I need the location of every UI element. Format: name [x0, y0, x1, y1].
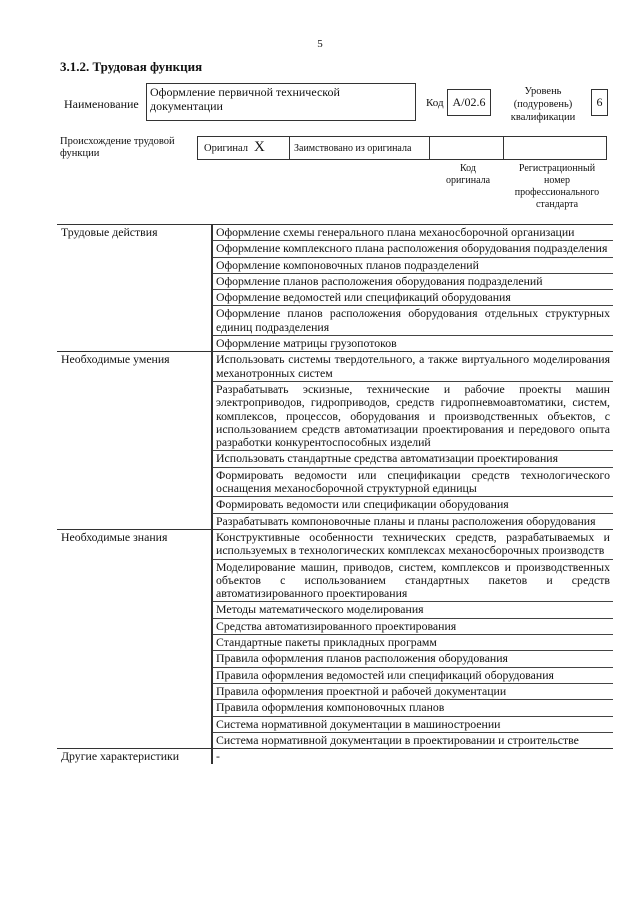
list-item: Оформление планов расположения оборудования отдельных структурных единиц подразделения	[212, 305, 613, 335]
list-item: Оформление планов расположения оборудования подразделений	[212, 273, 613, 289]
category-items	[212, 225, 614, 352]
list-item: Правила оформления ведомостей или спецификаций оборудования	[212, 667, 613, 683]
level-label: Уровень (подуровень) квалификации	[510, 86, 576, 123]
list-item: Разрабатывать эскизные, технические и рабочие проекты машин электроприводов, гидроприводов, средств гидропневмоавтоматики, систем, комплексов, процессов, оборудования и производственных объектов, с использованием средств автоматизации проектирования и передового опыта разработки конкурентоспособных изделий	[212, 381, 613, 450]
page-number: 5	[317, 38, 323, 50]
table-row	[57, 225, 613, 352]
list-item: -	[212, 749, 613, 764]
list-item: Система нормативной документации в машиностроении	[212, 716, 613, 732]
list-item: Правила оформления планов расположения оборудования	[212, 650, 613, 666]
category-label: Необходимые знания	[57, 529, 212, 748]
name-value: Оформление первичной технической документации	[146, 83, 416, 121]
table-row	[57, 352, 613, 530]
category-items	[212, 529, 614, 748]
list-item: Методы математического моделирования	[212, 601, 613, 617]
list-item: Моделирование машин, приводов, систем, комплексов и производственных объектов с использованием стандартных пакетов и средств автоматизированного проектирования	[212, 559, 613, 602]
origin-divider-3	[503, 136, 504, 160]
list-item: Стандартные пакеты прикладных программ	[212, 634, 613, 650]
category-label: Другие характеристики	[57, 749, 212, 765]
level-value: 6	[591, 89, 608, 116]
function-table	[57, 224, 613, 764]
list-item: Правила оформления проектной и рабочей документации	[212, 683, 613, 699]
original-label: Оригинал	[204, 143, 248, 154]
section-title: 3.1.2. Трудовая функция	[60, 59, 203, 74]
category-label: Трудовые действия	[57, 225, 212, 352]
list-item: Использовать стандартные средства автоматизации проектирования	[212, 450, 613, 466]
name-label: Наименование	[64, 97, 139, 111]
list-item: Оформление компоновочных планов подразделений	[212, 257, 613, 273]
code-original-caption: Код оригинала	[445, 163, 491, 186]
category-label: Необходимые умения	[57, 352, 212, 530]
table-row	[57, 529, 613, 748]
code-value: А/02.6	[447, 89, 491, 116]
reg-number-caption: Регистрационный номер профессионального стандарта	[514, 163, 600, 210]
code-label: Код	[426, 97, 444, 109]
category-items	[212, 749, 614, 765]
list-item: Формировать ведомости или спецификации оборудования	[212, 496, 613, 512]
origin-divider-1	[289, 136, 290, 160]
origin-divider-2	[429, 136, 430, 160]
list-item: Средства автоматизированного проектирования	[212, 618, 613, 634]
list-item: Оформление матрицы грузопотоков	[212, 335, 613, 351]
list-item: Оформление комплексного плана расположения оборудования подразделения	[212, 240, 613, 256]
origin-label: Происхождение трудовой функции	[60, 136, 175, 159]
table-row	[57, 749, 613, 765]
list-item: Система нормативной документации в проектировании и строительстве	[212, 732, 613, 748]
list-item: Оформление схемы генерального плана механосборочной организации	[212, 225, 613, 240]
list-item: Конструктивные особенности технических средств, разрабатываемых и используемых в технологических комплексах механосборочных производств	[212, 530, 613, 559]
list-item: Использовать системы твердотельного, а также виртуального моделирования механотронных систем	[212, 352, 613, 381]
borrowed-label: Заимствовано из оригинала	[294, 143, 412, 154]
list-item: Формировать ведомости или спецификации средств технологического оснащения механосборочной структурной единицы	[212, 467, 613, 497]
list-item: Разрабатывать компоновочные планы и планы расположения оборудования	[212, 513, 613, 529]
original-mark: X	[254, 139, 265, 155]
category-items	[212, 352, 614, 530]
list-item: Оформление ведомостей или спецификаций оборудования	[212, 289, 613, 305]
list-item: Правила оформления компоновочных планов	[212, 699, 613, 715]
